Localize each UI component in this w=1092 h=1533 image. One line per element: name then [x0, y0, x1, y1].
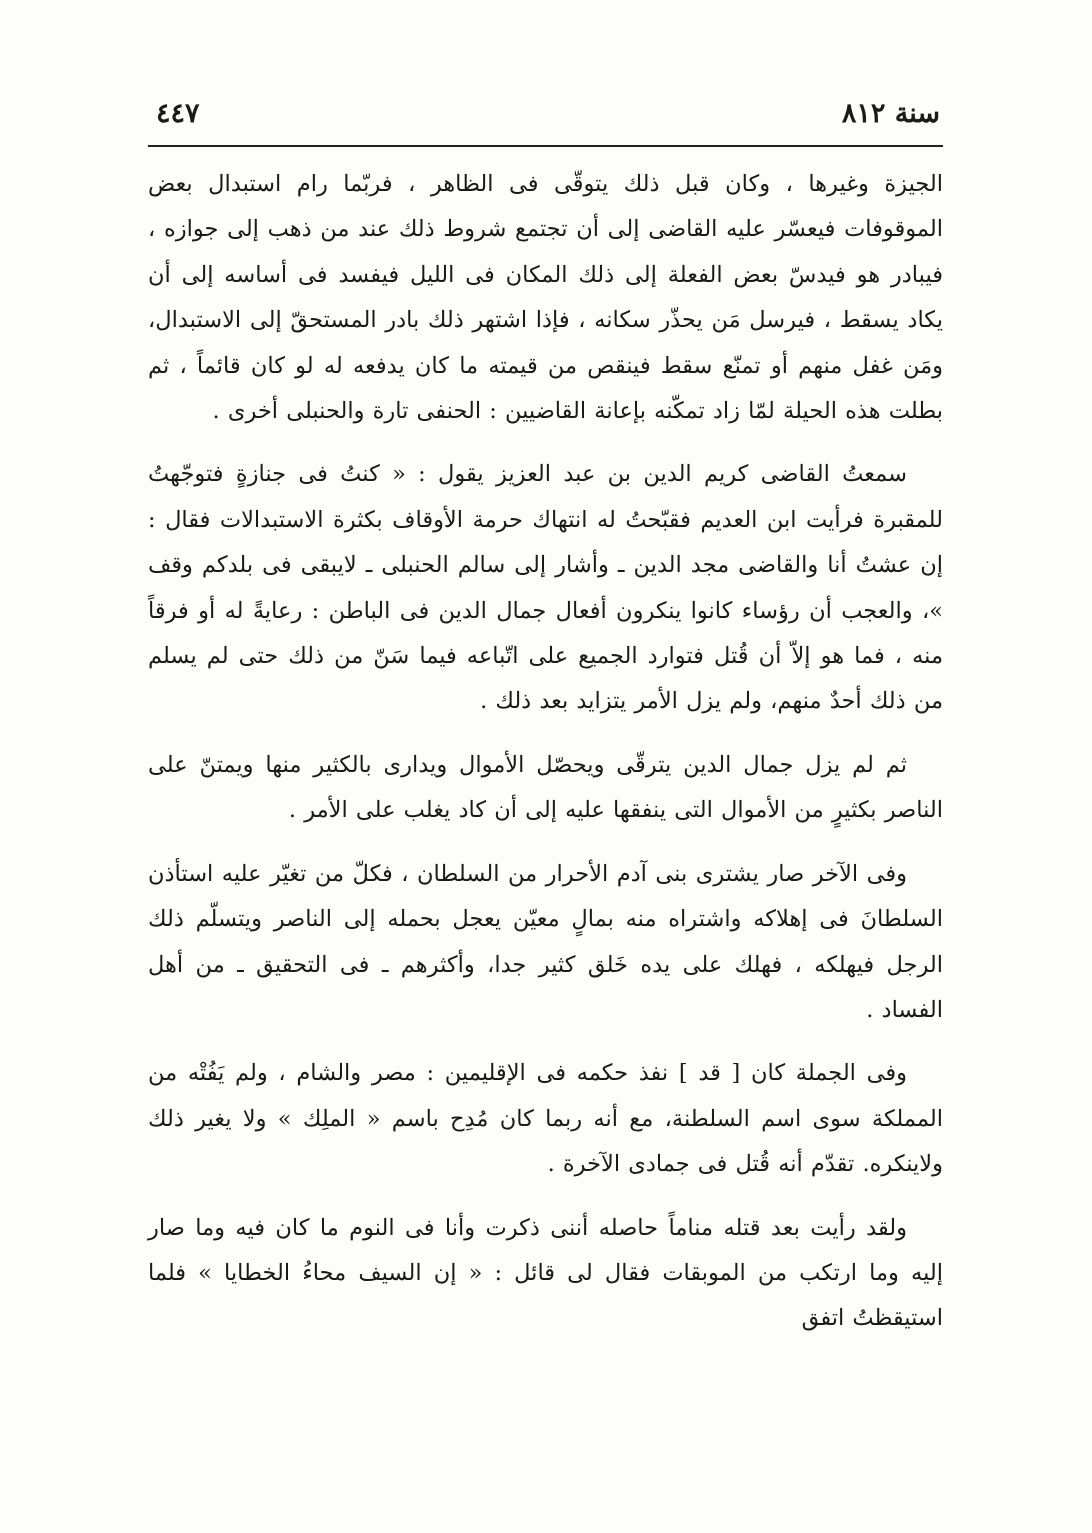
paragraph-4: وفى الآخر صار يشترى بنى آدم الأحرار من السلطان ، فكلّ من تغيّر عليه استأذن السلطانَ فى إهلاكه واشتراه منه بمالٍ معيّن يعجل بحمله إلى الناصر ويتسلّم ذلك الرجل فيهلكه ، فهلك على يده خَلق كثير جدا، وأكثرهم ـ فى التحقيق ـ من أهل الفساد . [148, 860, 943, 1023]
paragraph-2: سمعتُ القاضى كريم الدين بن عبد العزيز يقول : « كنتُ فى جنازةٍ فتوجّهتُ للمقبرة فرأيت ابن العديم فقبّحتُ له انتهاك حرمة الأوقاف بكثرة الاستبدالات فقال : إن عشتُ أنا والقاضى مجد الدين ـ وأشار إلى سالم الحنبلى ـ لايبقى فى بلدكم وقف »، والعجب أن رؤساء كانوا ينكرون أفعال جمال الدين فى الباطن : رعايةً له أو فرقاً منه ، فما هو إلاّ أن قُتل فتوارد الجميع على اتّباعه فيما سَنّ من ذلك حتى لم يسلم من ذلك أحدٌ منهم، ولم يزل الأمر يتزايد بعد ذلك . [148, 461, 943, 715]
paragraph-3: ثم لم يزل جمال الدين يترقّى ويحصّل الأموال ويدارى بالكثير منها ويمتنّ على الناصر بكثيرٍ من الأموال التى ينفقها عليه إلى أن كاد يغلب على الأمر . [148, 751, 943, 824]
paragraph-1: الجيزة وغيرها ، وكان قبل ذلك يتوقّى فى الظاهر ، فربّما رام استبدال بعض الموقوفات فيعسّر عليه القاضى إلى أن تجتمع شروط ذلك عند من ذهب إلى جوازه ، فيبادر هو فيدسّ بعض الفعلة إلى ذلك المكان فى الليل فيفسد فى أساسه إلى أن يكاد يسقط ، فيرسل مَن يحذّر سكانه ، فإذا اشتهر ذلك بادر المستحقّ إلى الاستبدال، ومَن غفل منهم أو تمنّع سقط فينقص من قيمته ما كان يدفعه له لو كان قائماً ، ثم بطلت هذه الحيلة لمّا زاد تمكّنه بإعانة القاضيين : الحنفى تارة والحنبلى أخرى . [148, 171, 943, 425]
paragraph-6: ولقد رأيت بعد قتله مناماً حاصله أننى ذكرت وأنا فى النوم ما كان فيه وما صار إليه وما ارتكب من الموبقات فقال لى قائل : « إن السيف محاءُ الخطايا » فلما استيقظتُ اتفق [148, 1214, 943, 1332]
running-head-year: سنة ٨١٢ [841, 98, 940, 129]
header-rule [148, 145, 943, 147]
page-number: ٤٤٧ [156, 98, 200, 129]
page-header [150, 92, 940, 136]
body-text [148, 162, 943, 1342]
paragraph-5: وفى الجملة كان [ قد ] نفذ حكمه فى الإقليمين : مصر والشام ، ولم يَفُتْه من المملكة سوى اسم السلطنة، مع أنه ربما كان مُدِح باسم « الملِك » ولا يغير ذلك ولاينكره. تقدّم أنه قُتل فى جمادى الآخرة . [148, 1060, 943, 1178]
